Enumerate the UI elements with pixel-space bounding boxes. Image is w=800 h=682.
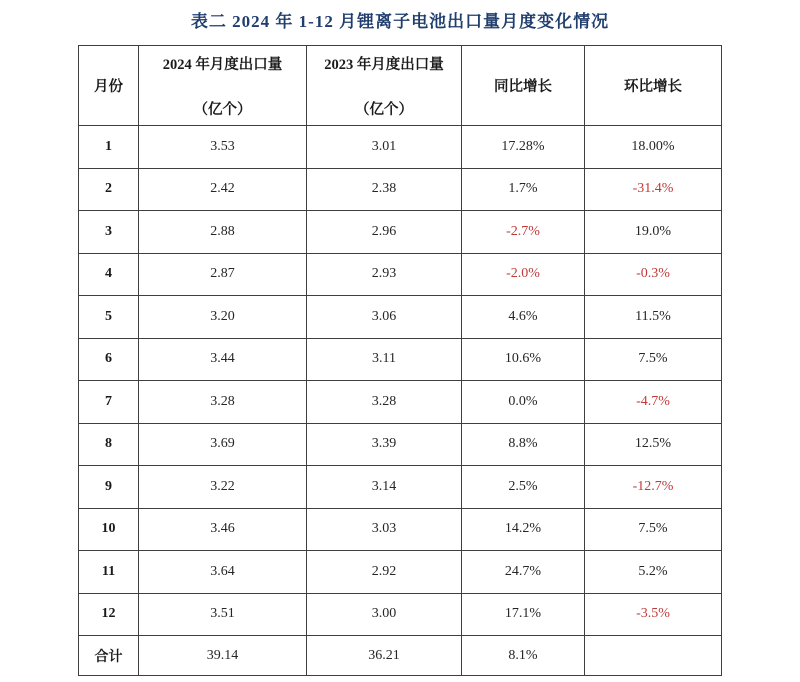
mom-cell: -0.3% [585,253,722,296]
export-2023-cell: 3.01 [307,126,462,169]
export-2024-cell: 3.53 [139,126,307,169]
export-2024-cell: 3.51 [139,593,307,636]
export-2023-total-cell: 36.21 [307,636,462,676]
col-header-2023-line1: 2023 年月度出口量 [324,56,444,73]
col-header-export-2023 [307,46,462,126]
total-label-cell: 合计 [79,636,139,676]
month-cell: 2 [79,168,139,211]
mom-cell: -12.7% [585,466,722,509]
table-row-month-6 [79,338,722,381]
export-2023-cell: 3.06 [307,296,462,339]
yoy-cell: 10.6% [462,338,585,381]
month-cell: 5 [79,296,139,339]
yoy-total-cell: 8.1% [462,636,585,676]
month-cell: 9 [79,466,139,509]
export-2024-cell: 2.88 [139,211,307,254]
month-cell: 3 [79,211,139,254]
export-2023-cell: 2.92 [307,551,462,594]
export-2024-cell: 3.46 [139,508,307,551]
mom-total-cell [585,636,722,676]
month-cell: 12 [79,593,139,636]
yoy-cell: 17.1% [462,593,585,636]
mom-cell: -31.4% [585,168,722,211]
export-data-table [78,45,722,676]
table-row-month-11 [79,551,722,594]
table-row-month-2 [79,168,722,211]
yoy-cell: 17.28% [462,126,585,169]
month-cell: 6 [79,338,139,381]
mom-cell: 18.00% [585,126,722,169]
col-header-yoy-growth [462,46,585,126]
export-2024-cell: 3.28 [139,381,307,424]
export-2024-cell: 3.22 [139,466,307,509]
col-header-month-label: 月份 [94,79,123,95]
table-row-month-4 [79,253,722,296]
col-header-yoy-label: 同比增长 [494,79,552,95]
export-2024-cell: 2.42 [139,168,307,211]
col-header-2024-line1: 2024 年月度出口量 [162,56,283,73]
table-row-month-7 [79,381,722,424]
col-header-export-2024 [139,46,307,126]
export-2024-cell: 2.87 [139,253,307,296]
export-2023-cell: 3.14 [307,466,462,509]
table-row-month-1 [79,126,722,169]
col-header-mom-label: 环比增长 [624,79,682,95]
table-row-total [79,636,722,676]
mom-cell: 11.5% [585,296,722,339]
export-2023-cell: 2.93 [307,253,462,296]
export-2023-cell: 3.03 [307,508,462,551]
yoy-cell: 1.7% [462,168,585,211]
col-header-2023-line2: （亿个） [355,101,413,118]
col-header-2024-line2: （亿个） [193,101,252,118]
table-row-month-8 [79,423,722,466]
table-body [79,126,722,676]
yoy-cell: 14.2% [462,508,585,551]
export-2023-cell: 3.11 [307,338,462,381]
yoy-cell: -2.0% [462,253,585,296]
export-2023-cell: 3.39 [307,423,462,466]
col-header-month [79,46,139,126]
mom-cell: 5.2% [585,551,722,594]
export-2024-cell: 3.20 [139,296,307,339]
table-row-month-3 [79,211,722,254]
yoy-cell: 2.5% [462,466,585,509]
export-2024-cell: 3.44 [139,338,307,381]
yoy-cell: 24.7% [462,551,585,594]
mom-cell: 7.5% [585,338,722,381]
month-cell: 1 [79,126,139,169]
table-row-month-5 [79,296,722,339]
table-row-month-9 [79,466,722,509]
export-2023-cell: 2.96 [307,211,462,254]
export-2023-cell: 3.28 [307,381,462,424]
mom-cell: -4.7% [585,381,722,424]
table-header [79,46,722,126]
header-row [79,46,722,126]
yoy-cell: 4.6% [462,296,585,339]
mom-cell: -3.5% [585,593,722,636]
month-cell: 8 [79,423,139,466]
export-2024-cell: 3.69 [139,423,307,466]
month-cell: 7 [79,381,139,424]
table-row-month-10 [79,508,722,551]
month-cell: 4 [79,253,139,296]
col-header-mom-growth [585,46,722,126]
export-2023-cell: 3.00 [307,593,462,636]
table-title: 表二 2024 年 1-12 月锂离子电池出口量月度变化情况 [190,12,610,31]
yoy-cell: 0.0% [462,381,585,424]
mom-cell: 19.0% [585,211,722,254]
table-row-month-12 [79,593,722,636]
month-cell: 10 [79,508,139,551]
yoy-cell: -2.7% [462,211,585,254]
mom-cell: 12.5% [585,423,722,466]
export-2024-total-cell: 39.14 [139,636,307,676]
document-page [0,7,800,682]
mom-cell: 7.5% [585,508,722,551]
month-cell: 11 [79,551,139,594]
yoy-cell: 8.8% [462,423,585,466]
export-2023-cell: 2.38 [307,168,462,211]
export-2024-cell: 3.64 [139,551,307,594]
